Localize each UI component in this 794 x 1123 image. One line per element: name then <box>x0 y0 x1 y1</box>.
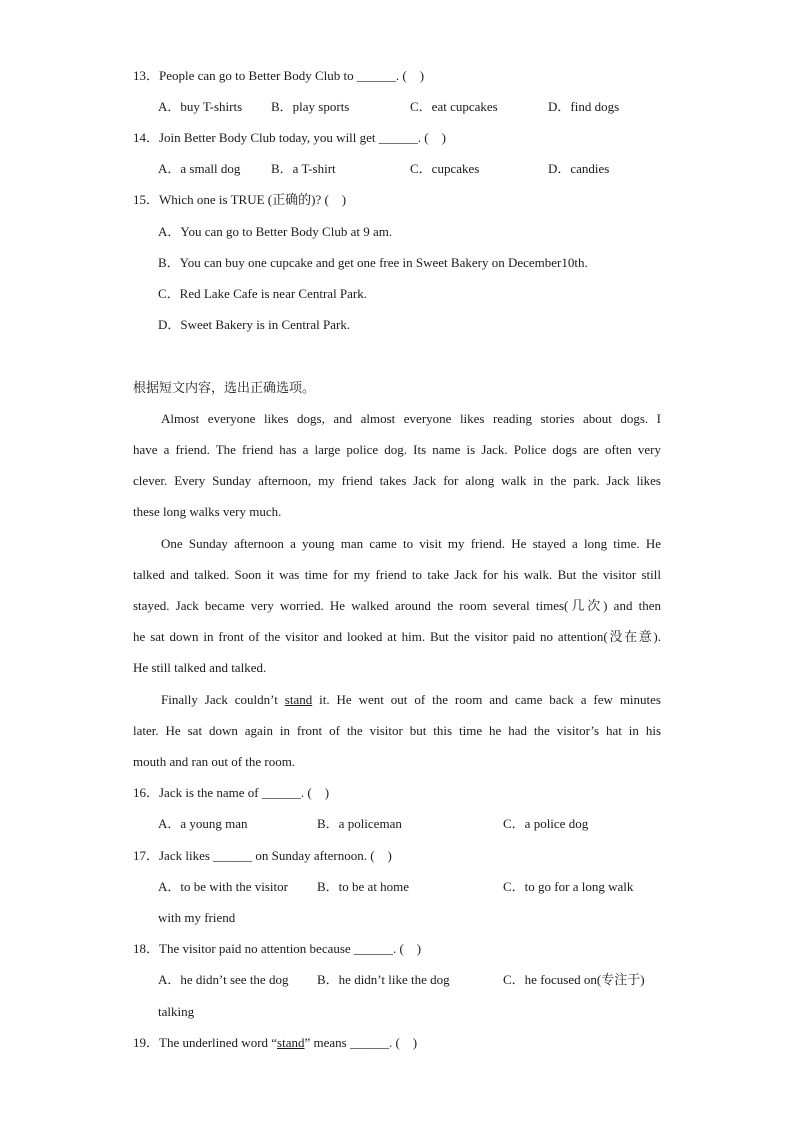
passage-p3-line: mouth and ran out of the room. <box>133 754 296 769</box>
passage-p1-line: these long walks very much. <box>133 504 282 519</box>
q19-stem-post: ” means ______. ( ) <box>304 1035 418 1050</box>
q18-option-c-continuation: talking <box>158 1004 195 1019</box>
passage-p3-line <box>161 692 661 708</box>
q18-option-b: B．he didn’t like the dog <box>317 972 450 987</box>
q18-option-a: A．he didn’t see the dog <box>158 972 289 987</box>
passage-p2-line: talked and talked. Soon it was time for my friend to take Jack for his walk. But the visitor still <box>133 567 661 582</box>
q14-option-b: B．a T-shirt <box>271 161 336 176</box>
question-13-stem: 13．People can go to Better Body Club to ______. ( ) <box>133 68 425 83</box>
question-15-stem: 15．Which one is TRUE (正确的)? ( ) <box>133 192 347 207</box>
p3-text-pre: Finally Jack couldn’t <box>161 692 285 707</box>
q14-option-d: D．candies <box>548 161 610 176</box>
passage-p3-line: later. He sat down again in front of the visitor but this time he had the visitor’s hat in his <box>133 723 661 738</box>
passage-p2-line: stayed. Jack became very worried. He walked around the room several times(几次) and then <box>133 598 661 613</box>
q14-option-a: A．a small dog <box>158 161 241 176</box>
q17-option-a: A．to be with the visitor <box>158 879 288 894</box>
q16-option-a: A．a young man <box>158 816 248 831</box>
q13-option-c: C．eat cupcakes <box>410 99 498 114</box>
question-19-stem <box>133 1035 417 1051</box>
q17-option-a-continuation: with my friend <box>158 910 236 925</box>
question-18-stem: 18．The visitor paid no attention because ______. ( ) <box>133 941 422 956</box>
question-17-stem: 17．Jack likes ______ on Sunday afternoon. ( ) <box>133 848 392 863</box>
section-instruction: 根据短文内容，选出正确选项。 <box>133 380 316 395</box>
q15-option-d: D．Sweet Bakery is in Central Park. <box>158 317 351 332</box>
passage-p2-line: He still talked and talked. <box>133 660 267 675</box>
q14-option-c: C．cupcakes <box>410 161 480 176</box>
underlined-word: stand <box>284 692 313 707</box>
question-16-stem: 16．Jack is the name of ______. ( ) <box>133 785 330 800</box>
q17-option-c: C．to go for a long walk <box>503 879 634 894</box>
q13-option-d: D．find dogs <box>548 99 620 114</box>
passage-p1-line: have a friend. The friend has a large police dog. Its name is Jack. Police dogs are often very <box>133 442 661 457</box>
q17-option-b: B．to be at home <box>317 879 410 894</box>
q13-option-a: A．buy T-shirts <box>158 99 243 114</box>
question-14-stem: 14．Join Better Body Club today, you will get ______. ( ) <box>133 130 446 145</box>
q16-option-c: C．a police dog <box>503 816 589 831</box>
q13-option-b: B．play sports <box>271 99 350 114</box>
q15-option-c: C．Red Lake Cafe is near Central Park. <box>158 286 368 301</box>
passage-p2-line: he sat down in front of the visitor and looked at him. But the visitor paid no attention(没在意). <box>133 629 661 644</box>
q15-option-b: B．You can buy one cupcake and get one free in Sweet Bakery on December10th. <box>158 255 588 270</box>
p3-text-post: it. He went out of the room and came back a few minutes <box>312 692 661 707</box>
q18-option-c: C．he focused on(专注于) <box>503 972 645 987</box>
q16-option-b: B．a policeman <box>317 816 402 831</box>
q19-stem-pre: 19．The underlined word “ <box>133 1035 278 1050</box>
passage-p2-line: One Sunday afternoon a young man came to visit my friend. He stayed a long time. He <box>161 536 661 551</box>
passage-p1-line: clever. Every Sunday afternoon, my friend takes Jack for along walk in the park. Jack likes <box>133 473 661 488</box>
q19-underlined-word: stand <box>277 1035 305 1050</box>
passage-p1-line: Almost everyone likes dogs, and almost everyone likes reading stories about dogs. I <box>161 411 661 426</box>
q15-option-a: A．You can go to Better Body Club at 9 am. <box>158 224 393 239</box>
